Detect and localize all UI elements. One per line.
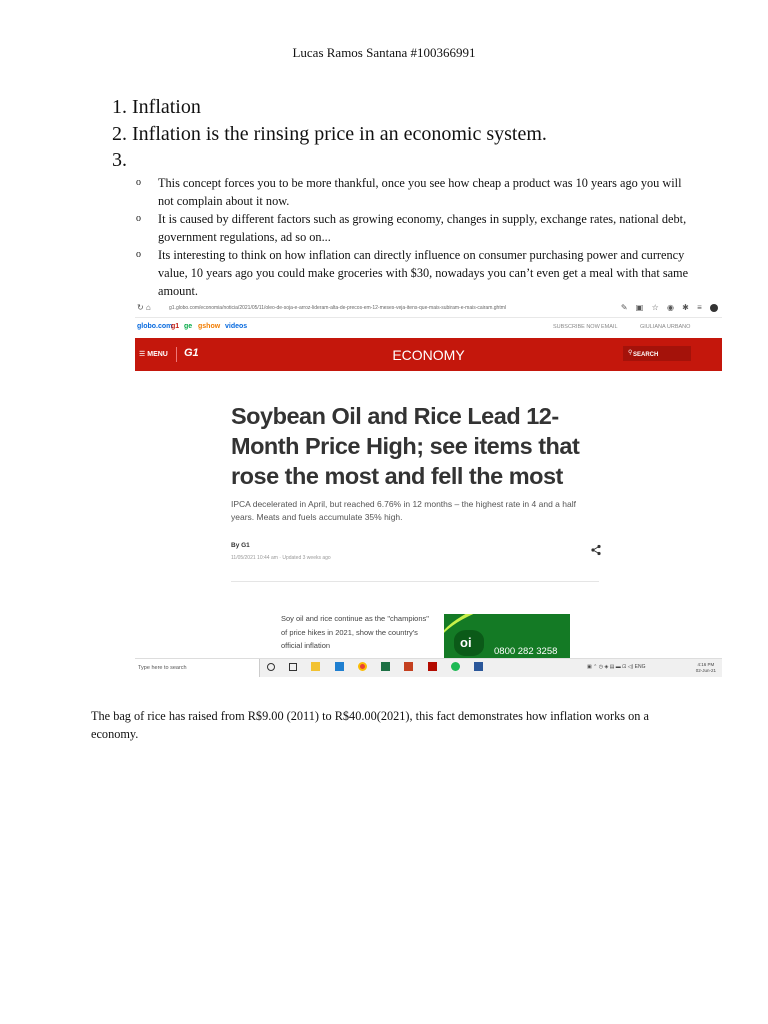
search-icon: ⚲ SEARCH <box>628 350 659 358</box>
taskbar-apps <box>267 662 495 671</box>
bullet-item: o It is caused by different factors such as growing economy, changes in supply, exchange rates, national debt, government regulations, ad so on... <box>136 212 687 244</box>
bullet-marker: o <box>136 177 141 188</box>
bullet-item: o This concept forces you to be more thankful, once you see how cheap a product was 10 years ago you will not complain about it now. <box>136 176 682 208</box>
list-item: 1. Inflation <box>112 96 201 118</box>
email-link: EMAIL <box>601 324 618 330</box>
divider <box>231 581 599 582</box>
portal-ge: ge <box>184 323 193 330</box>
url-text: g1.globo.com/economia/noticia/2021/05/11/oleo-de-soja-e-arroz-lideram-alta-de-precos-em-12-meses-veja-itens-que-mais-subiram-e-mais-cairam.ghtml <box>169 305 506 311</box>
excel-icon <box>381 662 390 671</box>
section-title: ECONOMY <box>392 347 465 363</box>
profile-avatar <box>710 304 718 312</box>
taskbar-search: Type here to search <box>135 659 260 677</box>
ad-phone: 0800 282 3258 <box>494 646 558 657</box>
article-subhead: IPCA decelerated in April, but reached 6.76% in 12 months – the highest rate in 4 and a half years. Meats and fuels accumulate 35% high. <box>231 499 576 522</box>
author-header: Lucas Ramos Santana #100366991 <box>292 45 476 60</box>
acrobat-icon <box>428 662 437 671</box>
portal-g1: g1 <box>171 323 180 330</box>
article-byline: By G1 <box>231 542 250 549</box>
user-name: GIULIANA URBANO <box>640 324 691 330</box>
subscribe-link: SUBSCRIBE NOW <box>553 324 600 330</box>
store-icon <box>335 662 344 671</box>
cortana-icon <box>267 663 275 671</box>
bullet-marker: o <box>136 249 141 260</box>
bullet-item: o Its interesting to think on how inflation can directly influence on consumer purchasing power and currency value, 10 years ago you could make groceries with $30, nowadays you can’t even get a meal with that same amount. <box>136 248 689 298</box>
menu-button: ☰ MENU <box>139 351 168 358</box>
g1-logo: G1 <box>184 347 199 359</box>
numbered-list <box>112 94 547 174</box>
list-item: 2. Inflation is the rinsing price in an economic system. <box>112 122 547 145</box>
system-tray: ▣ ⌃ ◷ ◈ ▤ ▬ ⊡ ◁) ENG <box>587 664 646 670</box>
portal-gshow: gshow <box>198 323 221 330</box>
word-icon <box>474 662 483 671</box>
oi-advertisement <box>444 614 570 661</box>
browser-extension-icons: ✎ ▣ ☆ ◉ ✱ ≡ <box>621 303 718 312</box>
search-button <box>623 346 691 361</box>
g1-banner <box>135 338 722 371</box>
article-headline: Soybean Oil and Rice Lead 12-Month Price High; see items that rose the most and fell the most <box>231 403 580 489</box>
list-item: 3. <box>112 149 127 171</box>
task-view-icon <box>289 663 297 671</box>
article-dateline: 11/05/2021 10:44 am · Updated 3 weeks ago <box>231 555 331 561</box>
browser-nav-icons: ↻ ⌂ <box>137 303 151 312</box>
share-icon <box>590 544 602 556</box>
file-explorer-icon <box>311 662 320 671</box>
bullet-list <box>136 174 696 300</box>
windows-taskbar <box>135 658 722 677</box>
embedded-browser-screenshot <box>135 301 722 677</box>
chrome-icon <box>358 662 367 671</box>
conclusion-text: The bag of rice has raised from R$9.00 (2011) to R$40.00(2021), this fact demonstrates how inflation works on a economy. <box>91 709 649 741</box>
taskbar-clock: 4:16 PM 02-Jun-21 <box>695 662 716 673</box>
ad-brand: oi <box>460 635 472 650</box>
powerpoint-icon <box>404 662 413 671</box>
portal-globo: globo.com <box>137 323 173 330</box>
article-body: Soy oil and rice continue as the "champions" of price hikes in 2021, show the country's official inflation <box>281 614 429 650</box>
portal-bar <box>135 318 722 338</box>
spotify-icon <box>451 662 460 671</box>
bullet-marker: o <box>136 213 141 224</box>
portal-videos: videos <box>225 323 248 330</box>
browser-address-bar <box>135 301 722 318</box>
